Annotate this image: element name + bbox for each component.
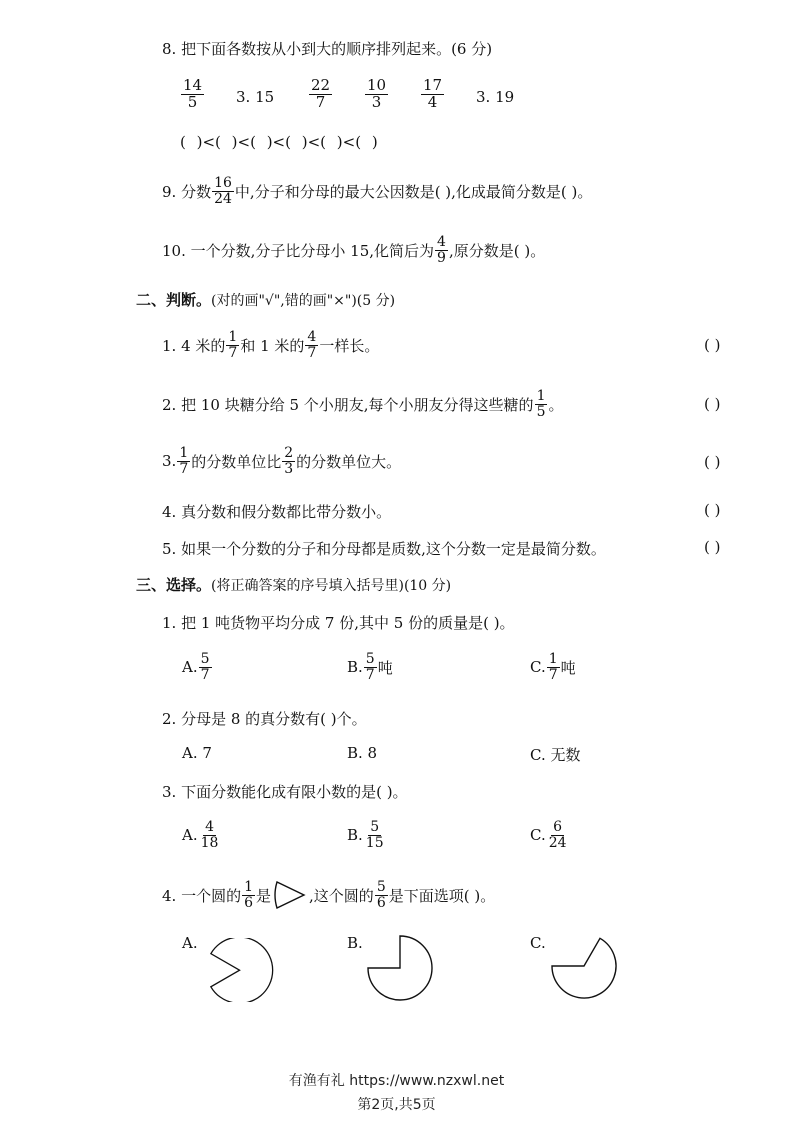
q9-suffix[interactable]: 中,分子和分母的最大公因数是( ),化成最简分数是( )。 [234, 182, 593, 201]
section2-heading [136, 289, 395, 310]
q10-suffix[interactable]: ,原分数是( )。 [448, 241, 546, 260]
option-unit: 吨 [560, 658, 576, 677]
judge-text: 3. [162, 452, 177, 471]
fraction-denominator: 3 [284, 460, 294, 477]
judge-text: 1. 4 米的 [162, 336, 226, 355]
option-label: B. [347, 826, 363, 845]
fraction-denominator: 5 [187, 92, 198, 111]
choice-q2-option-c[interactable]: C. 无数 [530, 746, 581, 764]
fraction-numerator: 4 [307, 329, 317, 345]
q8-number-3 [308, 78, 333, 111]
section3-title: 三、选择。 [136, 576, 212, 594]
judge-answer-2[interactable]: ( ) [704, 395, 721, 413]
fraction-numerator: 4 [205, 819, 214, 835]
judge-item-2 [162, 389, 564, 419]
q8-number-5 [420, 78, 445, 111]
q9-prefix: 9. 分数 [162, 182, 212, 201]
fraction-denominator: 7 [228, 344, 238, 361]
judge-item-1 [162, 330, 379, 360]
fraction-numerator: 1 [548, 651, 558, 667]
fraction-denominator: 4 [427, 92, 438, 111]
fraction-numerator: 4 [437, 234, 446, 250]
fraction-denominator: 5 [536, 403, 546, 420]
fraction-numerator: 22 [311, 76, 331, 94]
q8-title: 8. 把下面各数按从小到大的顺序排列起来。(6 分) [162, 40, 493, 58]
option-label: A. [182, 826, 198, 845]
fraction-denominator: 15 [365, 834, 384, 851]
fraction-denominator: 7 [307, 344, 317, 361]
fraction-denominator: 9 [437, 249, 446, 266]
fraction-numerator: 17 [423, 76, 443, 94]
judge-answer-5[interactable]: ( ) [704, 538, 721, 556]
fraction-denominator: 7 [179, 460, 189, 477]
choice-q3-option-b[interactable] [347, 820, 387, 850]
judge-text: 的分数单位比 [191, 452, 282, 471]
choice-q3-stem: 3. 下面分数能化成有限小数的是( )。 [162, 783, 408, 801]
circle-five-sixths-a-icon[interactable] [200, 938, 280, 1002]
option-label: C. [530, 658, 546, 677]
footer-watermark: 有渔有礼 https://www.nzxwl.net [288, 1073, 505, 1089]
choice-q3-option-c[interactable] [530, 820, 570, 850]
option-unit: 吨 [377, 658, 393, 677]
fraction-numerator: 5 [370, 819, 380, 835]
judge-answer-3[interactable]: ( ) [704, 453, 721, 471]
q4-text: 4. 一个圆的 [162, 886, 242, 905]
q8-number-2: 3. 15 [236, 88, 275, 106]
fraction-denominator: 7 [365, 666, 375, 683]
choice-q4-stem [162, 880, 495, 910]
fraction-denominator: 7 [200, 666, 210, 683]
q8-number-1 [180, 78, 205, 111]
section3-subtitle: (将正确答案的序号填入括号里)(10 分) [211, 578, 452, 594]
judge-item-3 [162, 446, 401, 476]
option-label: A. [182, 658, 198, 677]
q8-number-6: 3. 19 [476, 88, 515, 106]
fraction-numerator: 6 [553, 819, 563, 835]
q4-text: ,这个圆的 [309, 886, 374, 905]
option-label: B. [347, 658, 363, 677]
option-label: C. [530, 826, 546, 845]
q10-prefix: 10. 一个分数,分子比分母小 15,化简后为 [162, 241, 435, 260]
fraction-denominator: 6 [376, 894, 386, 911]
judge-answer-1[interactable]: ( ) [704, 336, 721, 354]
choice-q4-option-c-label[interactable]: C. [530, 934, 546, 952]
choice-q1-option-c[interactable] [530, 652, 576, 682]
section3-heading [136, 574, 451, 595]
fraction-numerator: 5 [376, 879, 386, 895]
fraction-denominator: 3 [371, 92, 382, 111]
judge-text: 的分数单位大。 [296, 452, 402, 471]
q4-text: 是 [256, 886, 272, 905]
fraction-numerator: 10 [367, 76, 387, 94]
fraction-denominator: 7 [548, 666, 558, 683]
fraction-numerator: 16 [214, 175, 232, 191]
judge-text: 。 [548, 395, 564, 414]
section2-subtitle: (对的画"√",错的画"×")(5 分) [211, 293, 396, 309]
fraction-numerator: 5 [365, 651, 375, 667]
fraction-denominator: 24 [214, 190, 232, 207]
judge-answer-4[interactable]: ( ) [704, 501, 721, 519]
judge-item-5: 5. 如果一个分数的分子和分母都是质数,这个分数一定是最简分数。 [162, 540, 606, 558]
choice-q2-stem: 2. 分母是 8 的真分数有( )个。 [162, 710, 367, 728]
circle-three-quarters-b-icon[interactable] [364, 934, 436, 1002]
fraction-numerator: 1 [244, 879, 254, 895]
section2-title: 二、判断。 [136, 291, 212, 309]
q10 [162, 235, 545, 265]
choice-q4-option-a-label[interactable]: A. [182, 934, 198, 952]
judge-text: 和 1 米的 [240, 336, 305, 355]
fraction-denominator: 6 [244, 894, 254, 911]
choice-q2-option-b[interactable]: B. 8 [347, 744, 378, 762]
choice-q1-option-a[interactable] [182, 652, 213, 682]
judge-item-4: 4. 真分数和假分数都比带分数小。 [162, 503, 392, 521]
choice-q2-option-a[interactable]: A. 7 [182, 744, 212, 762]
fraction-denominator: 18 [200, 834, 219, 851]
judge-text: 一样长。 [319, 336, 380, 355]
judge-text: 2. 把 10 块糖分给 5 个小朋友,每个小朋友分得这些糖的 [162, 395, 534, 414]
footer-page-number: 第2页,共5页 [357, 1097, 436, 1113]
fraction-numerator: 1 [536, 388, 546, 404]
fraction-numerator: 1 [228, 329, 238, 345]
choice-q3-option-a[interactable] [182, 820, 221, 850]
q8-answer-blanks[interactable]: ( )<( )<( )<( )<( )<( ) [180, 133, 378, 151]
sector-shape-icon [273, 880, 307, 910]
circle-sector-c-icon[interactable] [548, 932, 620, 1002]
choice-q4-option-b-label[interactable]: B. [347, 934, 363, 952]
fraction-numerator: 2 [284, 445, 294, 461]
fraction-numerator: 14 [183, 76, 203, 94]
choice-q1-stem: 1. 把 1 吨货物平均分成 7 份,其中 5 份的质量是( )。 [162, 614, 515, 632]
fraction-denominator: 24 [548, 834, 567, 851]
fraction-numerator: 1 [179, 445, 189, 461]
fraction-denominator: 7 [315, 92, 326, 111]
q8-number-4 [364, 78, 389, 111]
q9 [162, 176, 592, 206]
fraction-numerator: 5 [200, 651, 210, 667]
q4-text: 是下面选项( )。 [388, 886, 496, 905]
choice-q1-option-b[interactable] [347, 652, 393, 682]
